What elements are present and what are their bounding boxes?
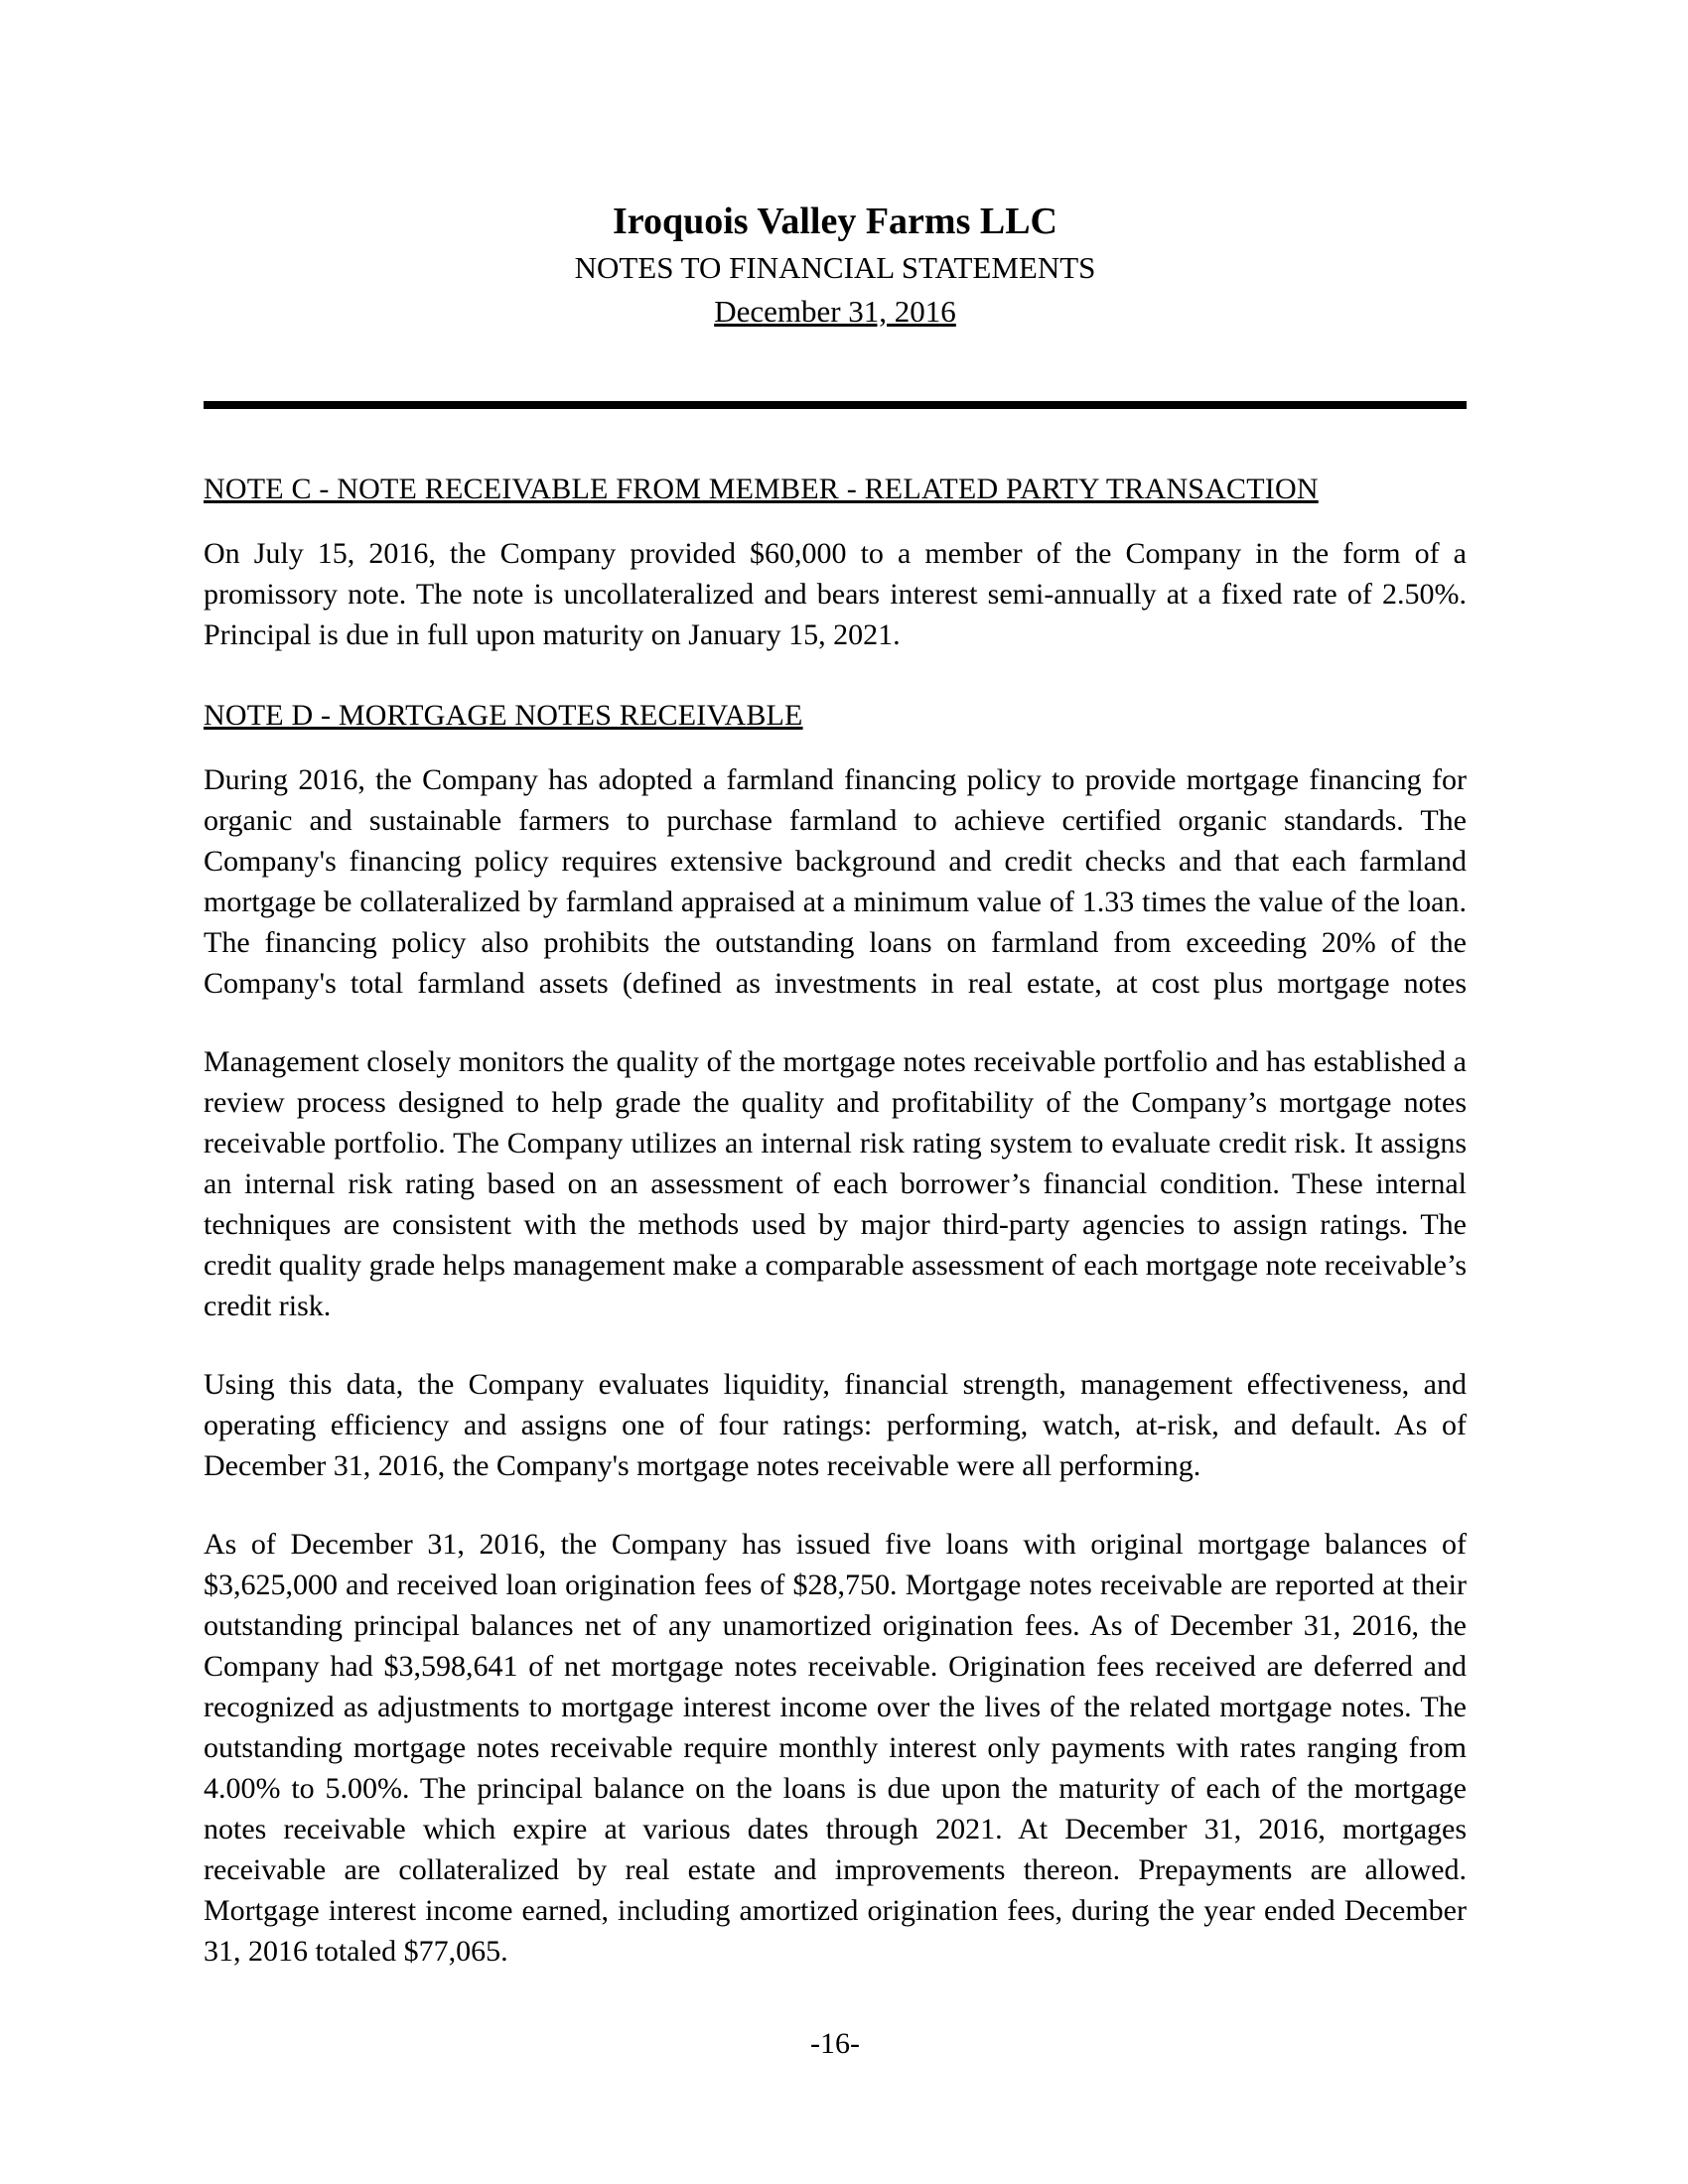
note-d-heading: NOTE D - MORTGAGE NOTES RECEIVABLE [204, 699, 803, 732]
note-d-paragraph-2: Management closely monitors the quality of the mortgage notes receivable portfolio and has established a review process designed to help grade the quality and profitability of the Company’s mortgage notes receivable portfolio. The Company utilizes an internal risk rating system to evaluate credit risk. It assigns an internal risk rating based on an assessment of each borrower’s financial condition. These internal techniques are consistent with the methods used by major third-party agencies to assign ratings. The credit quality grade helps management make a comparable assessment of each mortgage note receivable’s credit risk. [204, 1045, 1467, 1322]
notes-body [204, 469, 1467, 1972]
note-c-paragraph: On July 15, 2016, the Company provided $60,000 to a member of the Company in the form of a promissory note. The note is uncollateralized and bears interest semi-annually at a fixed rate of 2.50%. Principal is due in full upon maturity on January 15, 2021. [204, 537, 1467, 651]
note-d-paragraph-4: As of December 31, 2016, the Company has issued five loans with original mortgage balances of $3,625,000 and received loan origination fees of $28,750. Mortgage notes receivable are reported at their outstanding principal balances net of any unamortized origination fees. As of December 31, 2016, the Company had $3,598,641 of net mortgage notes receivable. Origination fees received are deferred and recognized as adjustments to mortgage interest income over the lives of the related mortgage notes. The outstanding mortgage notes receivable require monthly interest only payments with rates ranging from 4.00% to 5.00%. The principal balance on the loans is due upon the maturity of each of the mortgage notes receivable which expire at various dates through 2021. At December 31, 2016, mortgages receivable are collateralized by real estate and improvements thereon. Prepayments are allowed. Mortgage interest income earned, including amortized origination fees, during the year ended December 31, 2016 totaled $77,065. [204, 1528, 1467, 1968]
page-footer [204, 2023, 1467, 2064]
doc-date: December 31, 2016 [714, 294, 956, 329]
header-rule [204, 401, 1467, 409]
company-name: Iroquois Valley Farms LLC [613, 201, 1057, 242]
note-c-heading: NOTE C - NOTE RECEIVABLE FROM MEMBER - RELATED PARTY TRANSACTION [204, 473, 1319, 505]
doc-subtitle: NOTES TO FINANCIAL STATEMENTS [574, 250, 1096, 285]
doc-header [204, 0, 1467, 334]
note-d-paragraph-3: Using this data, the Company evaluates liquidity, financial strength, management effectiveness, and operating efficiency and assigns one of four ratings: performing, watch, at-risk, and default. As of December 31, 2016, the Company's mortgage notes receivable were all performing. [204, 1368, 1467, 1482]
note-d-paragraph-1: During 2016, the Company has adopted a farmland financing policy to provide mortgage financing for organic and sustainable farmers to purchase farmland to achieve certified organic standards. The Company's financing policy requires extensive background and credit checks and that each farmland mortgage be collateralized by farmland appraised at a minimum value of 1.33 times the value of the loan. The financing policy also prohibits the outstanding loans on farmland from exceeding 20% of the Company's total farmland assets (defined as investments in real estate, at cost plus mortgage notes [204, 763, 1467, 1000]
page-number: -16- [810, 2027, 860, 2060]
page-content [204, 0, 1467, 1972]
